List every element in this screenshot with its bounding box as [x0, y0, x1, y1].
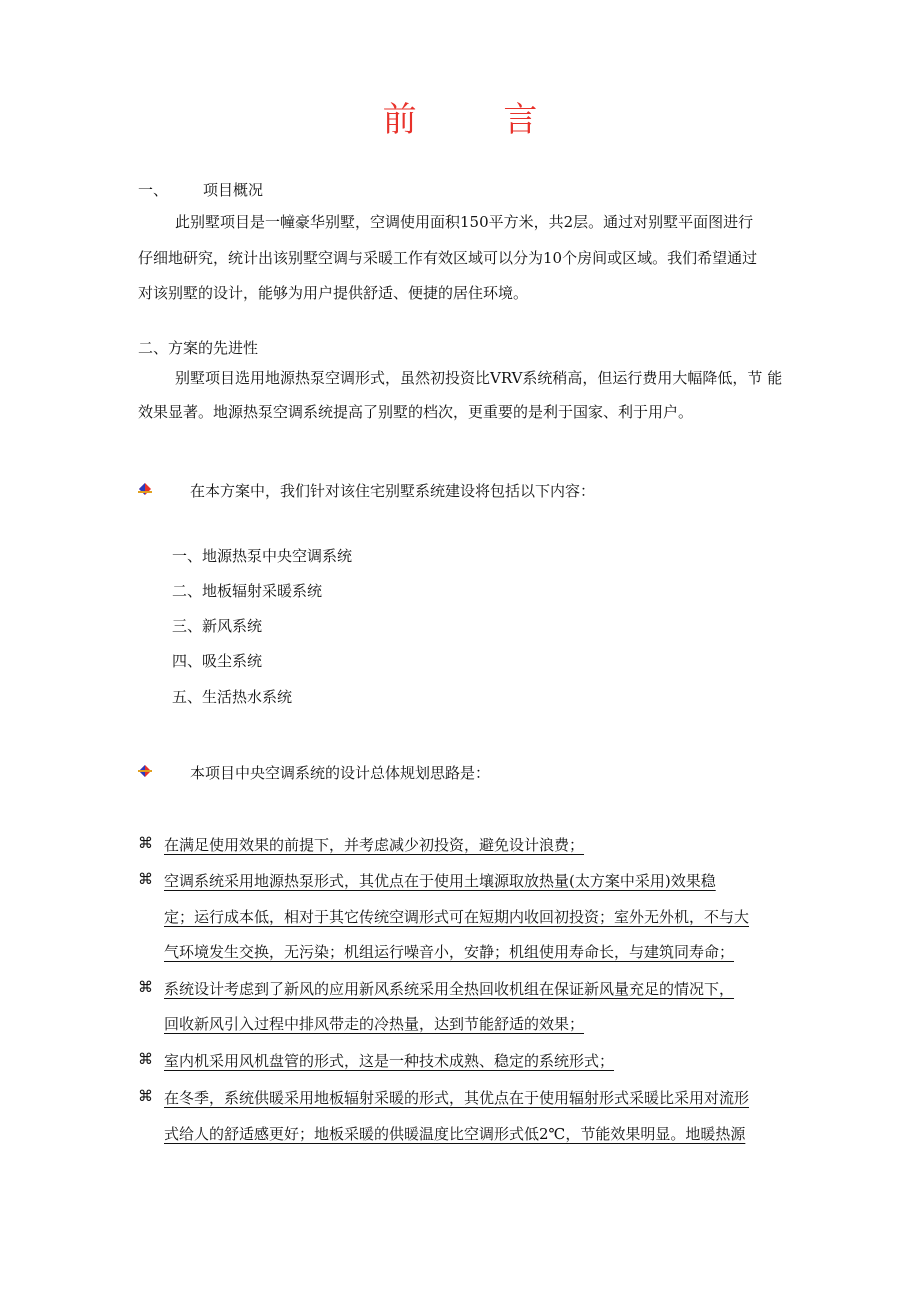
design-point-2-line-3: 气环境发生交换，无污染；机组运行噪音小，安静；机组使用寿命长，与建筑同寿命； [164, 943, 735, 961]
design-point-4: 室内机采用风机盘管的形式，这是一种技术成熟、稳定的系统形式； [164, 1052, 615, 1070]
section-2-paragraph-line-1: 别墅项目选用地源热泵空调形式，虽然初投资比VRV系统稍高，但运行费用大幅降低，节 能 [175, 369, 783, 387]
section-2-heading: 二、方案的先进性 [138, 339, 259, 357]
command-key-bullet-icon: ⌘ [138, 834, 153, 852]
section-1-paragraph-line-2: 仔细地研究，统计出该别墅空调与采暖工作有效区域可以分为10个房间或区域。我们希望通过 [138, 249, 758, 267]
section-1-heading: 项目概况 [203, 181, 264, 199]
diamond-bullet-icon [138, 764, 152, 778]
design-intro: 本项目中央空调系统的设计总体规划思路是： [190, 764, 491, 782]
design-point-1: 在满足使用效果的前提下，并考虑减少初投资，避免设计浪费； [164, 836, 585, 854]
command-key-bullet-icon: ⌘ [138, 870, 153, 888]
scope-intro: 在本方案中，我们针对该住宅别墅系统建设将包括以下内容： [190, 482, 596, 500]
diamond-bullet-icon [138, 482, 152, 496]
command-key-bullet-icon: ⌘ [138, 1050, 153, 1068]
section-1-paragraph-line-3: 对该别墅的设计，能够为用户提供舒适、便捷的居住环境。 [138, 284, 529, 302]
page-title: 前 言 [382, 100, 576, 140]
design-point-5-line-1: 在冬季，系统供暖采用地板辐射采暖的形式，其优点在于使用辐射形式采暖比采用对流形 [164, 1089, 750, 1107]
command-key-bullet-icon: ⌘ [138, 1087, 153, 1105]
design-point-3-line-1: 系统设计考虑到了新风的应用新风系统采用全热回收机组在保证新风量充足的情况下， [164, 980, 735, 998]
section-1-paragraph-line-1: 此别墅项目是一幢豪华别墅，空调使用面积150平方米，共2层。通过对别墅平面图进行 [175, 213, 754, 231]
section-2-paragraph-line-2: 效果显著。地源热泵空调系统提高了别墅的档次，更重要的是利于国家、利于用户。 [138, 403, 694, 421]
scope-item-3: 三、新风系统 [172, 617, 263, 635]
design-point-5-line-2: 式给人的舒适感更好；地板采暖的供暖温度比空调形式低2℃，节能效果明显。地暖热源 [164, 1125, 746, 1143]
scope-item-1: 一、地源热泵中央空调系统 [172, 547, 353, 565]
section-1-number: 一、 [138, 181, 169, 199]
scope-item-2: 二、地板辐射采暖系统 [172, 582, 323, 600]
scope-item-4: 四、吸尘系统 [172, 652, 263, 670]
design-point-3-line-2: 回收新风引入过程中排风带走的冷热量，达到节能舒适的效果； [164, 1015, 585, 1033]
command-key-bullet-icon: ⌘ [138, 978, 153, 996]
scope-item-5: 五、生活热水系统 [172, 688, 293, 706]
design-point-2-line-1: 空调系统采用地源热泵形式，其优点在于使用土壤源取放热量(太方案中采用)效果稳 [164, 872, 716, 890]
design-point-2-line-2: 定；运行成本低，相对于其它传统空调形式可在短期内收回初投资；室外无外机，不与大 [164, 908, 750, 926]
